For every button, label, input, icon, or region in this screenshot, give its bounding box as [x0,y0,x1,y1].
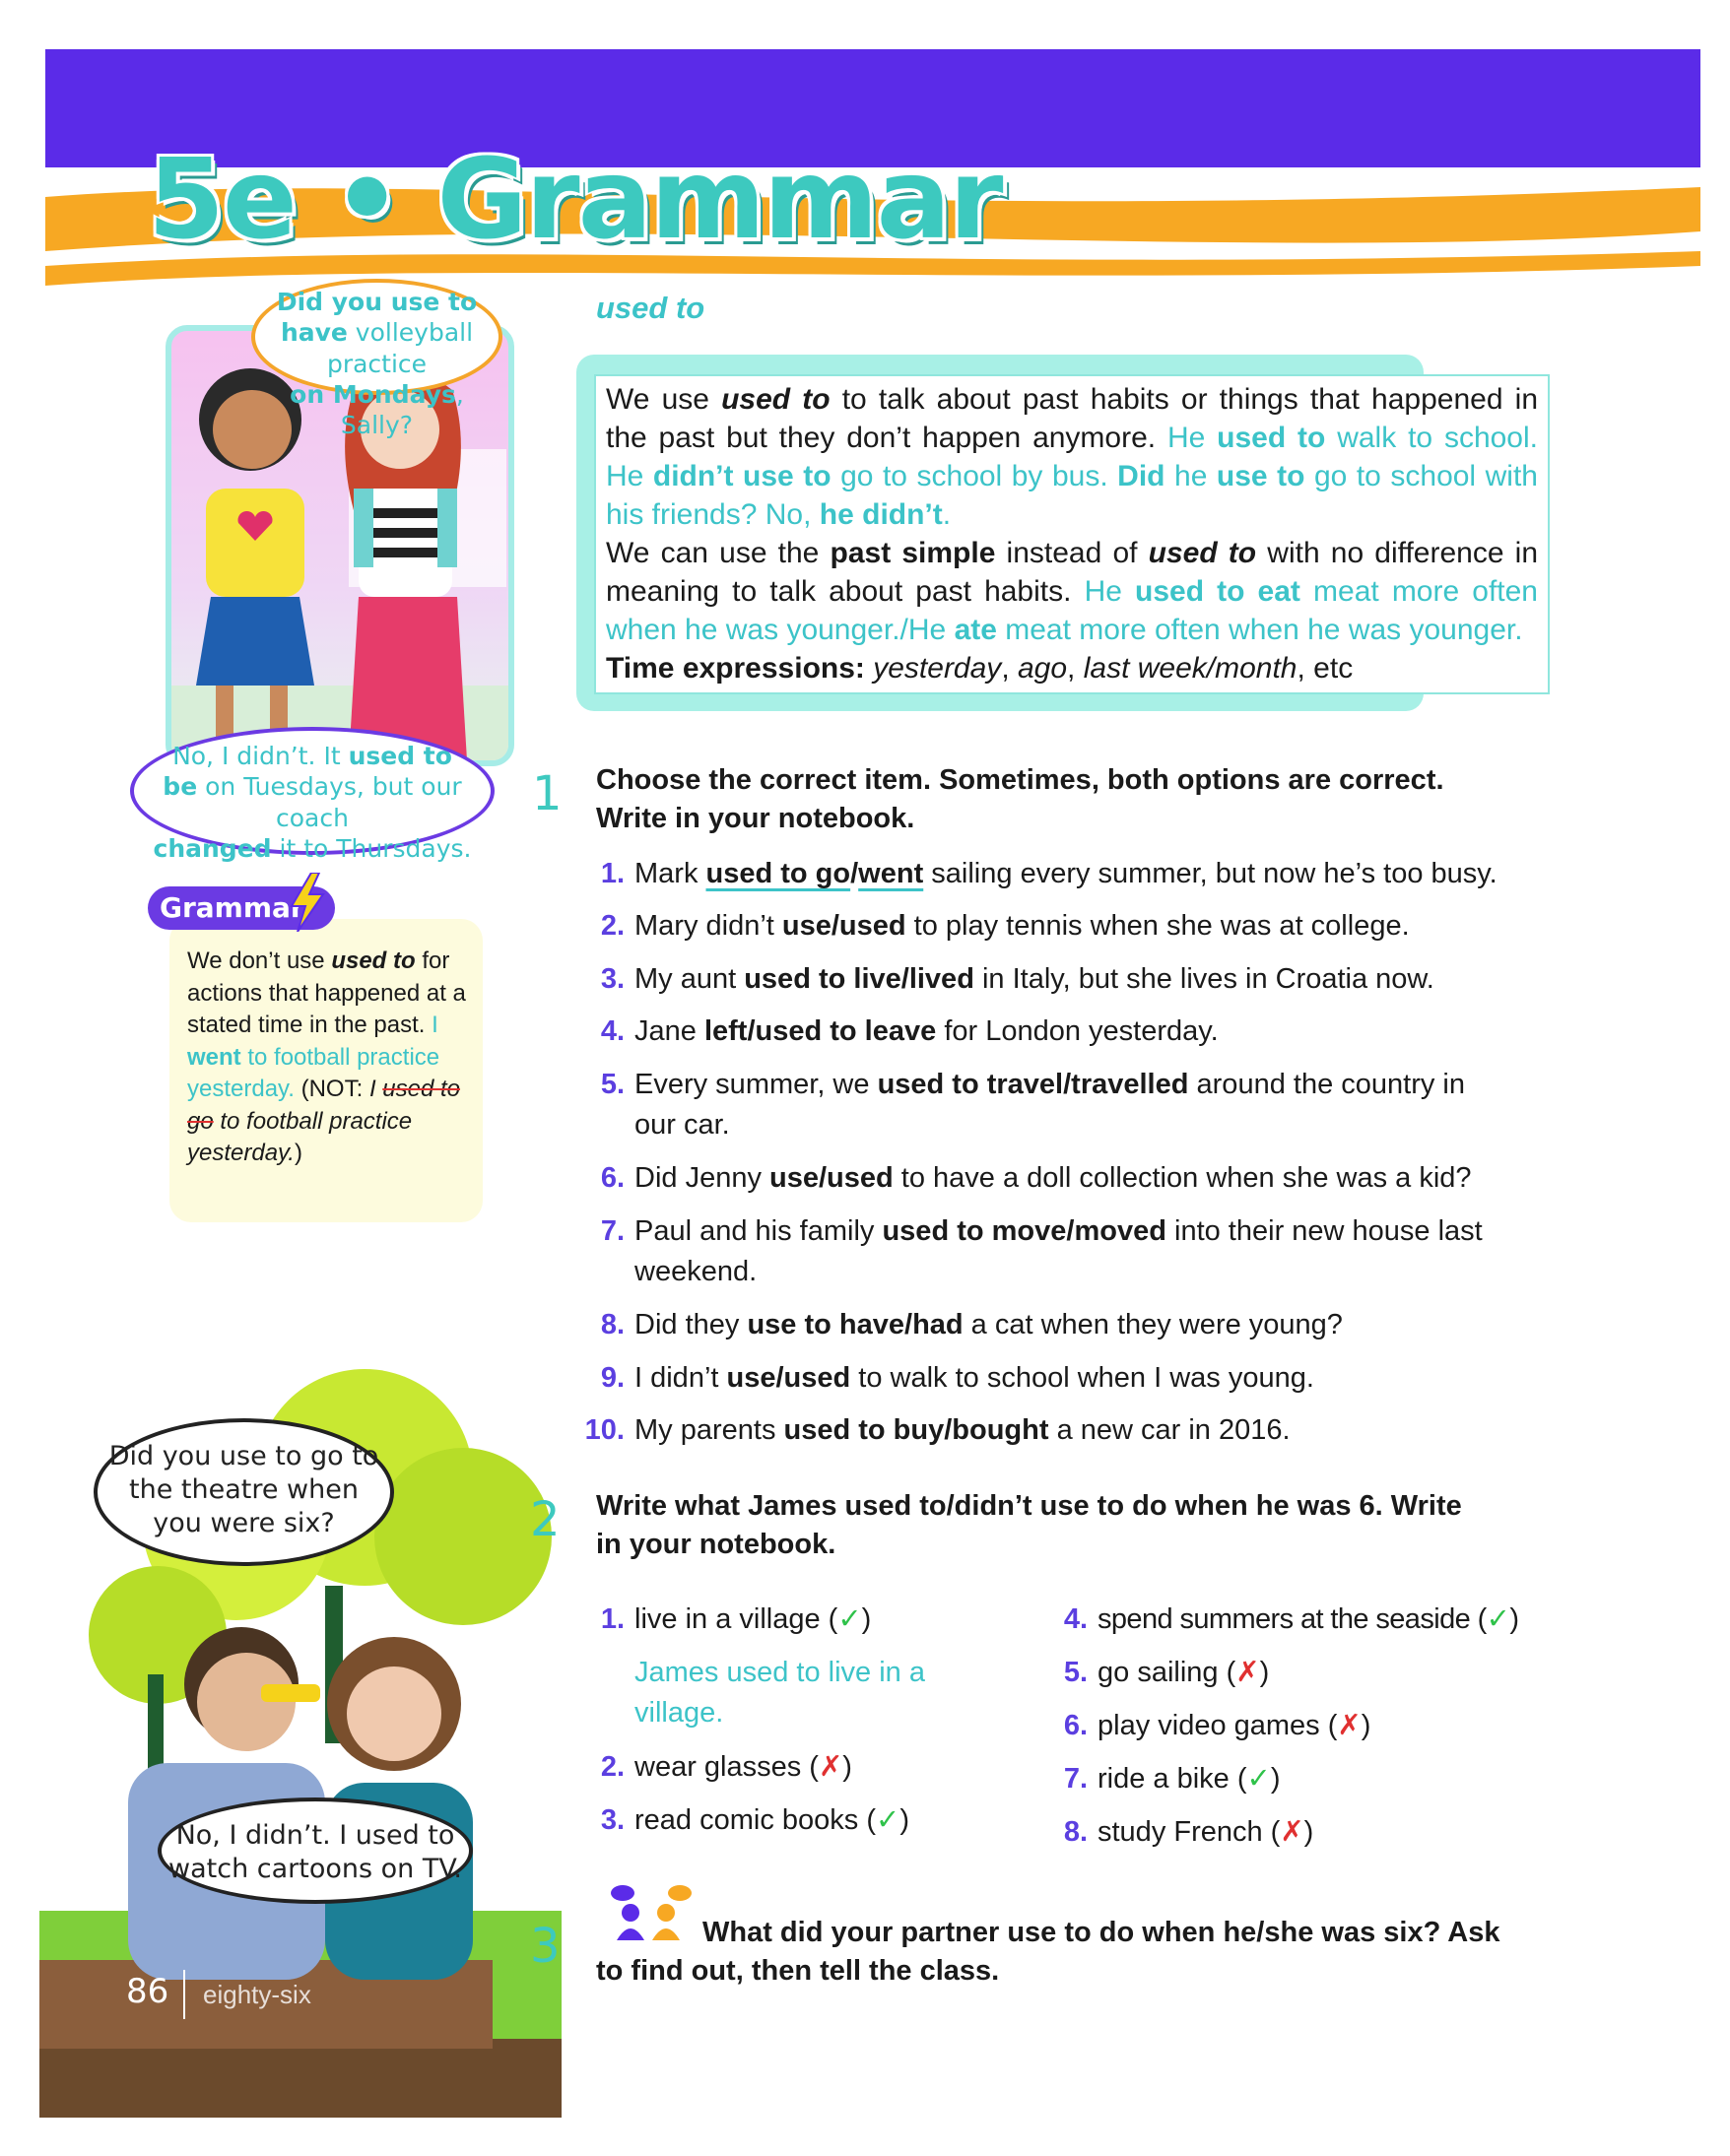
item-option-separator: / [850,858,859,889]
item-text-part: ) [1361,1710,1371,1741]
item-number: 7. [1063,1763,1088,1795]
item-number: 2. [600,910,625,942]
item-option[interactable]: use/used [726,1362,851,1394]
rule-example: Did [1117,460,1165,492]
instruction-line: in your notebook. [596,1529,836,1560]
item-number: 7. [600,1215,625,1247]
cross-icon: ✗ [1280,1816,1304,1848]
bubble-text: on Mondays [290,379,456,409]
tip-strikethrough: used to go [187,1076,461,1135]
item-number: 5. [1063,1657,1088,1688]
item-number: 2. [600,1751,625,1783]
item-option[interactable]: left/used to leave [703,1015,937,1047]
item-text-part: Jane [634,1015,704,1047]
item-text-part: to have a doll collection when she was a kid? [893,1162,1472,1194]
rule-text: past simple [830,537,996,569]
page-title: 5e • Grammar [148,136,1002,264]
item-text-part: for London yesterday. [936,1015,1219,1047]
item-text-part: ) [1259,1657,1270,1688]
item-text-part: spend summers at the seaside ( [1098,1603,1487,1635]
rule-text: to talk about past habits or things that happened in the past but they don’t happen anymore. [606,383,1538,454]
rule-text: , [1067,652,1084,685]
exercise-1-instruction [596,761,1444,838]
rule-text: We can use the [606,537,831,569]
item-text-part: My aunt [634,963,745,995]
bubble-text: volleyball practice [326,318,474,378]
rule-text: yesterday [864,652,1002,685]
item-text-part: Did they [634,1309,748,1340]
item-number: 6. [600,1162,625,1194]
cross-icon: ✗ [1337,1710,1362,1741]
speech-bubble-theatre-question [94,1418,394,1566]
item-number: 8. [600,1309,625,1340]
item-text [634,1410,1291,1451]
item-option[interactable]: use/used [769,1162,894,1194]
rule-example: didn’t use to [652,460,832,492]
bubble-text: have [280,318,348,348]
rule-text: , [1001,652,1018,685]
rule-example: meat more often when he was younger./He [606,575,1538,646]
page-number: 86 [126,1972,169,2011]
item-text [634,1158,1472,1199]
instruction-line: Write in your notebook. [596,803,915,834]
tip-text: to football practice yesterday. [187,1107,413,1166]
item-option[interactable]: used to live/lived [744,963,974,995]
bubble-text: used to [348,742,452,770]
item-text-part: a new car in 2016. [1048,1414,1291,1446]
item-text-part: ) [861,1603,872,1635]
exercise-2-example-answer [634,1653,1029,1733]
rule-example: used to [1217,422,1326,454]
bubble-text: the theatre when [129,1473,359,1505]
rule-example: . [942,498,952,531]
exercise-2-number: 2 [530,1492,561,1547]
item-text-part: ) [1303,1816,1314,1848]
item-number: 3. [600,1804,625,1836]
item-option[interactable]: used to buy/bought [783,1414,1049,1446]
instruction-line: What did your partner use to do when he/she was six? Ask [702,1917,1500,1948]
item-number: 3. [600,963,625,995]
item-number: 6. [1063,1710,1088,1741]
instruction-line: Choose the correct item. Sometimes, both options are correct. [596,764,1444,796]
item-text-part: study French ( [1098,1816,1281,1848]
rule-example: ate [954,614,997,646]
rule-paragraph-3 [606,649,1538,687]
item-text-part: a cat when they were young? [963,1309,1343,1340]
tick-icon: ✓ [837,1603,862,1635]
rule-text: last week/month [1083,652,1298,685]
item-text [1098,1759,1281,1799]
tick-icon: ✓ [1486,1603,1510,1635]
rule-paragraph-2 [606,534,1538,649]
rule-example: he [1164,460,1217,492]
item-text [634,1012,1219,1052]
grammar-tip-label-text: Grammar [160,891,304,924]
section-title: used to [596,291,705,325]
rule-text: instead of [995,537,1149,569]
rule-example: use to [1216,460,1305,492]
item-text-part: ) [1509,1603,1519,1635]
item-number: 1. [600,858,625,889]
item-text [634,1800,909,1841]
item-text [634,1747,852,1788]
item-number: 5. [600,1069,625,1100]
item-text-continued: our car. [634,1109,730,1141]
rule-example: He [1166,422,1218,454]
item-text-part: to play tennis when she was at college. [905,910,1410,942]
grammar-tip-label [148,886,335,930]
rule-text: , etc [1297,652,1354,685]
bubble-text: on Tuesdays, but our coach [197,772,462,832]
item-number: 4. [600,1015,625,1047]
tip-example: to football practice yesterday. [187,1043,440,1102]
item-text-part: to walk to school when I was young. [850,1362,1314,1394]
bubble-text: you were six? [153,1507,335,1538]
item-text-part: go sailing ( [1098,1657,1236,1688]
item-text [634,1065,1465,1105]
grammar-tip-text [187,946,473,1170]
tip-example: went [187,1043,241,1071]
rule-text: used to [721,383,831,416]
item-text-part: ride a bike ( [1098,1763,1247,1795]
item-text-part: Every summer, we [634,1069,878,1100]
bubble-text: changed [153,833,272,863]
tick-icon: ✓ [876,1804,900,1836]
exercise-3-number: 3 [530,1919,561,1974]
tip-text: We don’t use [187,947,332,974]
bubble-text: Did you use to [276,288,478,316]
bubble-text: , Sally? [340,379,464,439]
item-text [634,1600,871,1640]
rule-example: walk to school. He [606,422,1538,492]
tick-icon: ✓ [1246,1763,1271,1795]
exercise-3-instruction [596,1914,1562,1991]
bubble-text: it to Thursdays. [271,833,472,863]
item-option[interactable]: went [858,858,924,889]
item-number: 9. [600,1362,625,1394]
rule-text: used to [1148,537,1257,569]
tip-text: for actions that happened at a stated time in the past. [187,947,466,1038]
item-option[interactable]: used to move/moved [882,1215,1166,1247]
item-text-part: My parents [634,1414,784,1446]
tip-text: I [368,1076,383,1102]
item-text-part: live in a village ( [634,1603,838,1635]
rule-example: meat more often when he was younger. [996,614,1523,646]
rule-text: We use [606,383,722,416]
bubble-text: watch cartoons on TV. [168,1853,462,1884]
tip-text: used to [331,947,416,974]
rule-example: He [1084,575,1136,608]
item-text-part: I didn’t [634,1362,727,1394]
rule-example: go to school with his friends? No, [606,460,1538,531]
item-text [634,1305,1343,1345]
item-text [634,906,1410,947]
speech-bubble-sally-question [251,279,502,439]
lightning-icon [286,873,329,932]
bubble-text: Did you use to go to [108,1441,379,1471]
item-option[interactable]: use to have/had [747,1309,964,1340]
page-number-divider [183,1970,185,2019]
item-number: 8. [1063,1816,1088,1848]
cross-icon: ✗ [1235,1657,1260,1688]
item-text [1098,1600,1518,1640]
item-text-part: read comic books ( [634,1804,876,1836]
item-text [634,959,1434,1000]
bubble-text: No, I didn’t. It [172,742,349,770]
page-number-words: eighty-six [203,1980,311,2009]
rule-paragraph-1 [606,380,1538,534]
item-text [634,1358,1314,1399]
example-line: James used to live in a [634,1657,925,1688]
rule-text: ago [1017,652,1068,685]
item-text [1098,1812,1313,1853]
item-text-part: Mark [634,858,706,889]
item-text [634,854,1497,894]
item-option[interactable]: used to travel/travelled [877,1069,1189,1100]
item-text-part: Did Jenny [634,1162,770,1194]
rule-text: with no difference in meaning to talk about past habits. [606,537,1539,608]
grammar-rule-box [594,374,1550,694]
item-number: 10. [584,1414,625,1446]
item-text-part: play video games ( [1098,1710,1338,1741]
item-number: 1. [600,1603,625,1635]
item-text [1098,1653,1269,1693]
exercise-1-number: 1 [532,766,563,821]
item-text [634,1211,1483,1252]
item-text-part: ) [899,1804,909,1836]
bubble-text: No, I didn’t. I used to [175,1820,455,1851]
tip-text: (NOT: [294,1076,369,1102]
speech-bubble-sally-answer [130,727,495,863]
item-text-part: in Italy, but she lives in Croatia now. [973,963,1434,995]
tip-text: ) [294,1140,302,1166]
item-option[interactable]: use/used [781,910,906,942]
instruction-line: Write what James used to/didn’t use to do when he was 6. Write [596,1490,1462,1522]
rule-example: go to school by bus. [831,460,1118,492]
item-text-part: ) [842,1751,852,1783]
item-text-part: ) [1270,1763,1281,1795]
speech-bubble-cartoons-answer [158,1797,473,1904]
tip-example: I [432,1012,438,1038]
cross-icon: ✗ [818,1751,843,1783]
bubble-text: be [163,772,198,802]
item-text [1098,1706,1370,1746]
item-option[interactable]: used to go [705,858,851,889]
rule-text: Time expressions: [606,652,865,685]
instruction-line: to find out, then tell the class. [596,1955,1000,1987]
item-number: 4. [1063,1603,1088,1635]
rule-example: he didn’t [819,498,943,531]
item-text-part: around the country in [1188,1069,1465,1100]
item-text-part: Mary didn’t [634,910,782,942]
exercise-2-instruction [596,1487,1462,1564]
item-text-part: into their new house last [1165,1215,1483,1247]
item-text-part: sailing every summer, but now he’s too busy. [923,858,1497,889]
item-text-continued: weekend. [634,1256,758,1287]
item-text-part: wear glasses ( [634,1751,819,1783]
example-line: village. [634,1697,724,1729]
rule-example: used to eat [1135,575,1300,608]
item-text-part: Paul and his family [634,1215,883,1247]
